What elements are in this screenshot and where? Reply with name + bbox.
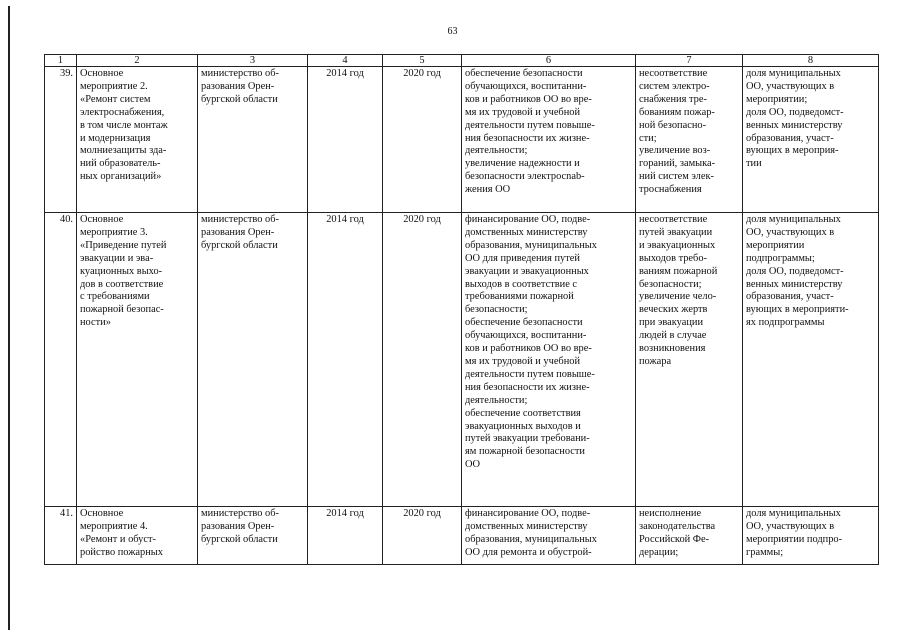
column-header: 6 [462,55,636,67]
event-name: Основное мероприятие 3. «Приведение путей эвакуации и эва- куационных выхо- дов в соответствие с требованиями пожарной безопас- ности» [77,213,198,507]
event-name: Основное мероприятие 2. «Ремонт систем электроснабжения, в том числе монтаж и модернизация молниезащиты зда- ний образователь- ных организаций» [77,67,198,213]
executor: министерство об- разования Орен- бургской области [198,507,308,565]
end-year: 2020 год [383,213,462,507]
column-header: 5 [383,55,462,67]
start-year: 2014 год [308,67,383,213]
column-header: 3 [198,55,308,67]
table-header-row [45,55,879,67]
non-implementation-consequences: несоответствие путей эвакуации и эвакуационных выходов требо- ваниям пожарной безопасности; увеличение чело- веческих жертв при эвакуации людей в случае возникновения пожара [636,213,743,507]
event-name: Основное мероприятие 4. «Ремонт и обуст- ройство пожарных [77,507,198,565]
program-events-table [44,54,879,565]
executor: министерство об- разования Орен- бургской области [198,213,308,507]
non-implementation-consequences: неисполнение законодательства Российской Фе- дерации; [636,507,743,565]
binding-margin-line [8,6,10,630]
non-implementation-consequences: несоответствие систем электро- снабжения тре- бованиям пожар- ной безопасно- сти; увеличение воз- гораний, замыка- ний систем элек- троснабжения [636,67,743,213]
linked-indicator: доля муниципальных ОО, участвующих в мероприятии; доля ОО, подведомст- венных министерству образования, участ- вующих в мероприя- тии [743,67,879,213]
row-number: 39. [45,67,77,213]
table-row [45,213,879,507]
row-number: 41. [45,507,77,565]
linked-indicator: доля муниципальных ОО, участвующих в мероприятии подпрограммы; доля ОО, подведомст- венных министерству образования, участ- вующих в мероприяти- ях подпрограммы [743,213,879,507]
start-year: 2014 год [308,213,383,507]
expected-result: финансирование ОО, подве- домственных министерству образования, муниципальных ОО для ремонта и обустрой- [462,507,636,565]
column-header: 8 [743,55,879,67]
start-year: 2014 год [308,507,383,565]
table-row [45,507,879,565]
end-year: 2020 год [383,67,462,213]
executor: министерство об- разования Орен- бургской области [198,67,308,213]
column-header: 7 [636,55,743,67]
linked-indicator: доля муниципальных ОО, участвующих в мероприятии подпро- граммы; [743,507,879,565]
end-year: 2020 год [383,507,462,565]
expected-result: финансирование ОО, подве- домственных министерству образования, муниципальных ОО для приведения путей эвакуации и эвакуационных выходов в соответствие с требованиями пожарной безопасности; обеспечение безопасности обучающихся, воспитанни- ков и работников ОО во вре- мя их трудовой и учебной деятельности путем повыше- ния безопасности их жизне- деятельности; обеспечение соответствия эвакуационных выходов и путей эвакуации требовани- ям пожарной безопасности ОО [462,213,636,507]
column-header: 2 [77,55,198,67]
row-number: 40. [45,213,77,507]
table-row [45,67,879,213]
column-header: 1 [45,55,77,67]
column-header: 4 [308,55,383,67]
page-number: 63 [447,26,458,37]
expected-result: обеспечение безопасности обучающихся, воспитанни- ков и работников ОО во вре- мя их трудовой и учебной деятельности путем повыше- ния безопасности их жизне- деятельности; увеличение надежности и безопасности электросnab- жения ОО [462,67,636,213]
